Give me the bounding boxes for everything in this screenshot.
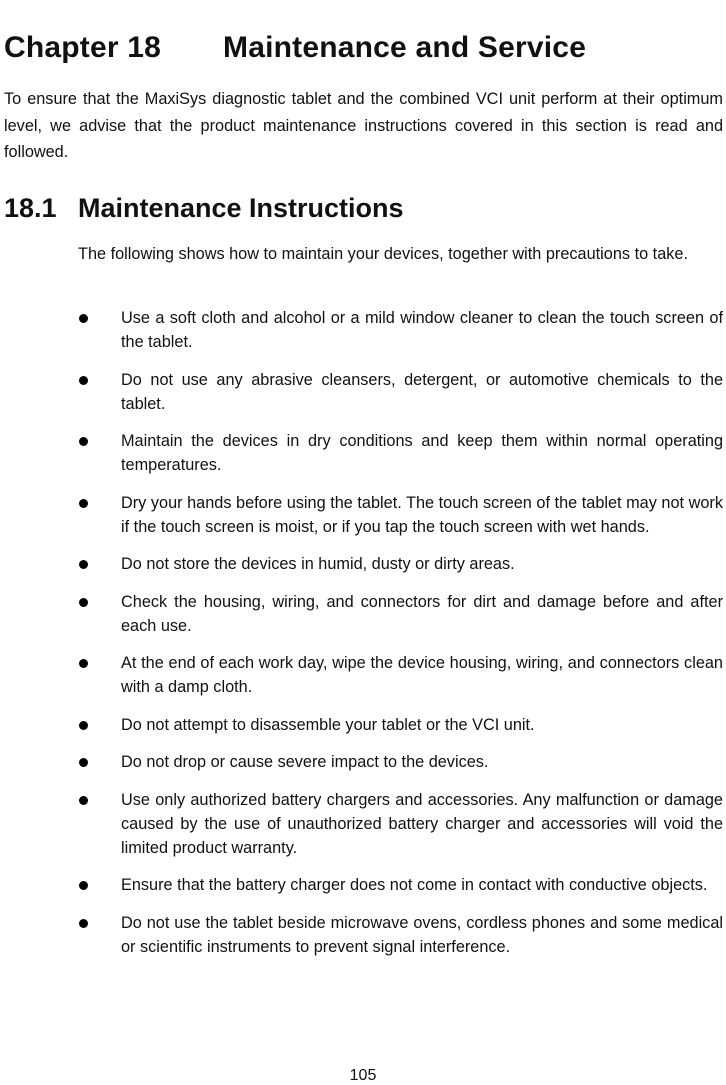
list-item-text: Use a soft cloth and alcohol or a mild window cleaner to clean the touch screen of the tablet. (121, 309, 723, 351)
page-number: 105 (349, 1067, 377, 1084)
list-item-text: Use only authorized battery chargers and accessories. Any malfunction or damage caused by the use of unauthorized battery charger and accessories will void the limited product warranty. (121, 790, 723, 857)
list-item (0, 713, 726, 737)
section-title-text: Maintenance Instructions (78, 193, 404, 223)
bullet-icon (79, 758, 88, 767)
list-item (0, 873, 726, 897)
chapter-title (4, 31, 586, 65)
list-item-text: Check the housing, wiring, and connectors for dirt and damage before and after each use. (121, 592, 723, 635)
list-item-text: Do not use the tablet beside microwave ovens, cordless phones and some medical or scientific instruments to prevent signal interference. (121, 913, 723, 956)
list-item (0, 306, 726, 354)
bullet-icon (79, 721, 88, 730)
list-item-text: Do not drop or cause severe impact to the devices. (121, 753, 489, 771)
list-item (0, 491, 726, 539)
bullet-icon (79, 437, 88, 446)
list-item (0, 911, 726, 959)
chapter-intro: To ensure that the MaxiSys diagnostic tablet and the combined VCI unit perform at their optimum level, we advise that the product maintenance instructions covered in this section is read and followed. (4, 90, 723, 161)
list-item (0, 590, 726, 638)
list-item-text: Do not store the devices in humid, dusty or dirty areas. (121, 555, 515, 573)
bullet-icon (79, 376, 88, 385)
bullet-icon (79, 314, 88, 323)
list-item (0, 552, 726, 576)
list-item-text: Maintain the devices in dry conditions and keep them within normal operating temperatures. (121, 432, 723, 474)
bullet-icon (79, 598, 88, 607)
section-lead: The following shows how to maintain your devices, together with precautions to take. (78, 245, 688, 263)
bullet-icon (79, 560, 88, 569)
list-item-text: Do not use any abrasive cleansers, detergent, or automotive chemicals to the tablet. (121, 370, 723, 413)
maintenance-list (0, 306, 726, 972)
list-item (0, 788, 726, 860)
bullet-icon (79, 499, 88, 508)
bullet-icon (79, 796, 88, 805)
chapter-title-text: Maintenance and Service (223, 31, 587, 64)
list-item (0, 368, 726, 416)
list-item-text: Dry your hands before using the tablet. The touch screen of the tablet may not work if the touch screen is moist, or if you tap the touch screen with wet hands. (121, 493, 723, 536)
list-item (0, 750, 726, 774)
section-title (4, 193, 404, 224)
list-item-text: Do not attempt to disassemble your tablet or the VCI unit. (121, 715, 535, 734)
list-item-text: At the end of each work day, wipe the device housing, wiring, and connectors clean with a damp cloth. (121, 654, 723, 696)
list-item-text: Ensure that the battery charger does not come in contact with conductive objects. (121, 876, 708, 894)
bullet-icon (79, 881, 88, 890)
bullet-icon (79, 919, 88, 928)
bullet-icon (79, 659, 88, 668)
list-item (0, 651, 726, 699)
chapter-number: Chapter 18 (4, 31, 162, 64)
list-item (0, 429, 726, 477)
section-number: 18.1 (4, 193, 57, 223)
